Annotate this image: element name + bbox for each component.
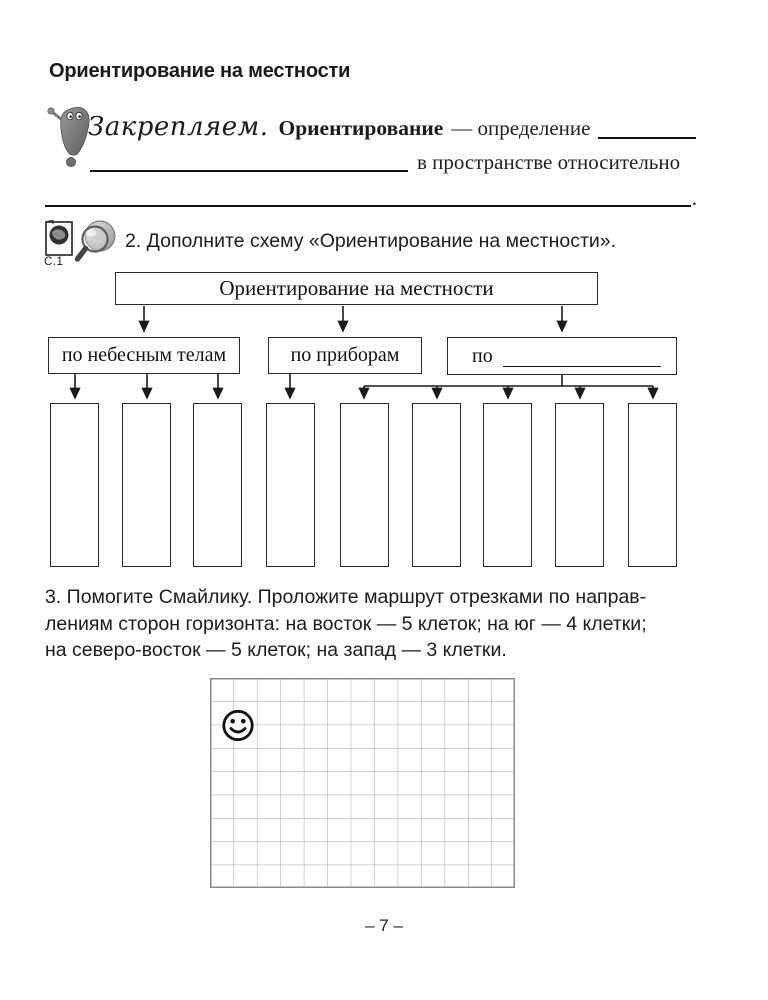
scheme-branch-blank <box>447 337 677 375</box>
reference-page-label: С.1 <box>44 256 64 268</box>
answer-box-4[interactable] <box>266 403 315 567</box>
magnifier-globe-icon <box>73 217 121 265</box>
answer-box-1[interactable] <box>50 403 99 567</box>
fill-in-blank[interactable] <box>90 169 408 172</box>
definition-line-2 <box>90 150 698 175</box>
answer-box-2[interactable] <box>122 403 171 567</box>
scheme-root-box: Ориентирование на местности <box>115 272 598 305</box>
definition-text: — определение <box>451 116 591 140</box>
textbook-reference-icon <box>45 220 75 257</box>
task3-line-1: 3. Помогите Смайлику. Проложите маршрут отрезками по направ- <box>45 586 647 608</box>
definition-continuation: в пространстве относительно <box>417 150 681 174</box>
branch-blank-prefix: по <box>472 344 493 367</box>
answer-box-5[interactable] <box>340 403 389 567</box>
route-grid[interactable] <box>210 678 515 888</box>
page-title: Ориентирование на местности <box>49 60 351 82</box>
task3-line-3: на северо-восток — 5 клеток; на запад — 3 клетки. <box>45 639 507 661</box>
period: . <box>691 186 697 210</box>
task2-instruction: 2. Дополните схему «Ориентирование на местности». <box>125 230 617 252</box>
answer-box-9[interactable] <box>628 403 677 567</box>
answer-box-7[interactable] <box>483 403 532 567</box>
task3-line-2: лениям сторон горизонта: на восток — 5 клеток; на юг — 4 клетки; <box>45 612 647 635</box>
answer-box-8[interactable] <box>555 403 604 567</box>
scheme-branch-celestial: по небесным телам <box>48 337 240 374</box>
task3-instruction <box>45 584 647 664</box>
fill-in-blank[interactable] <box>503 365 661 367</box>
fill-in-blank[interactable] <box>45 204 691 207</box>
fill-in-blank[interactable] <box>598 136 696 139</box>
term-label: Ориентирование <box>278 116 444 140</box>
definition-line-1 <box>88 112 696 142</box>
smiley-face-icon <box>224 711 252 739</box>
scheme-branch-instruments: по приборам <box>268 337 422 374</box>
answer-box-3[interactable] <box>193 403 242 567</box>
lead-label: Закрепляем. <box>88 112 269 142</box>
answer-box-6[interactable] <box>412 403 461 567</box>
definition-line-3 <box>45 186 697 211</box>
page-number: – 7 – <box>365 916 403 935</box>
